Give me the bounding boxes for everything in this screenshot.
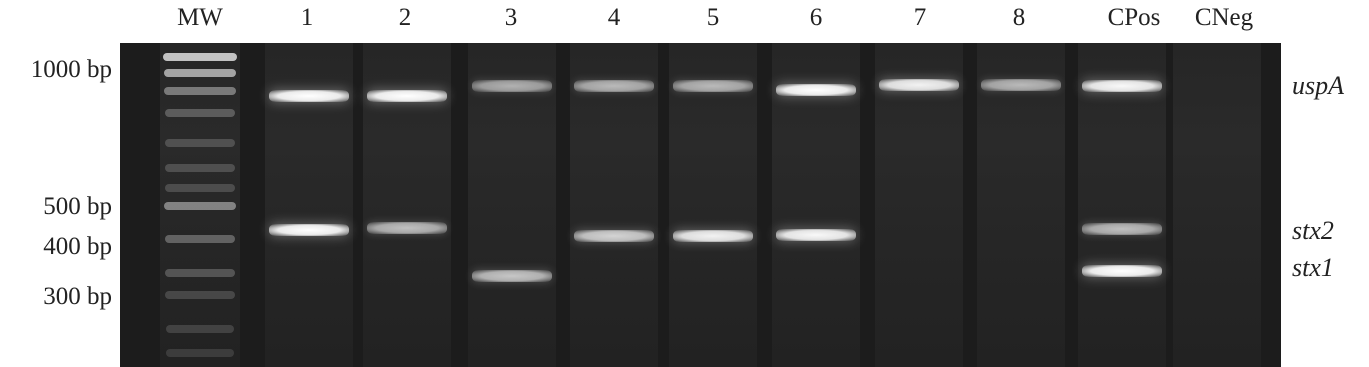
ladder-band bbox=[165, 235, 235, 243]
ladder-band bbox=[165, 109, 235, 117]
size-marker-500bp: 500 bp bbox=[43, 193, 112, 220]
band-uspa-lane-8 bbox=[981, 79, 1061, 91]
ladder-band bbox=[164, 202, 236, 210]
gene-label-uspa: uspA bbox=[1292, 71, 1344, 100]
ladder-band bbox=[163, 53, 237, 61]
ladder-band bbox=[166, 349, 234, 357]
band-stx1-lane-cpos bbox=[1082, 265, 1162, 277]
gel-image bbox=[120, 43, 1281, 367]
band-uspa-lane-3 bbox=[472, 80, 552, 92]
size-marker-1000bp: 1000 bp bbox=[30, 56, 112, 83]
band-stx2-lane-2 bbox=[367, 222, 447, 234]
band-uspa-lane-6 bbox=[776, 84, 856, 96]
sample-lane-cneg bbox=[1173, 43, 1261, 367]
ladder-band bbox=[165, 139, 235, 147]
band-stx2-lane-1 bbox=[269, 224, 349, 236]
ladder-band bbox=[164, 87, 236, 95]
gene-label-stx2: stx2 bbox=[1292, 216, 1334, 245]
size-marker-400bp: 400 bp bbox=[43, 233, 112, 260]
lane-label-1: 1 bbox=[300, 4, 314, 31]
band-uspa-lane-7 bbox=[879, 79, 959, 91]
lane-label-6: 6 bbox=[809, 4, 823, 31]
band-uspa-lane-cpos bbox=[1082, 80, 1162, 92]
lane-label-cneg: CNeg bbox=[1194, 4, 1254, 31]
band-uspa-lane-1 bbox=[269, 90, 349, 102]
lane-label-cpos: CPos bbox=[1107, 4, 1161, 31]
ladder-band bbox=[165, 269, 235, 277]
size-marker-300bp: 300 bp bbox=[43, 283, 112, 310]
lane-label-8: 8 bbox=[1012, 4, 1026, 31]
band-uspa-lane-5 bbox=[673, 80, 753, 92]
ladder-band bbox=[166, 325, 234, 333]
band-stx2-lane-4 bbox=[574, 230, 654, 242]
lane-label-5: 5 bbox=[706, 4, 720, 31]
band-stx2-lane-5 bbox=[673, 230, 753, 242]
gene-label-stx1: stx1 bbox=[1292, 253, 1334, 282]
ladder-band bbox=[165, 184, 235, 192]
lane-label-4: 4 bbox=[607, 4, 621, 31]
sample-lane-7 bbox=[875, 43, 963, 367]
band-uspa-lane-4 bbox=[574, 80, 654, 92]
lane-label-mw: MW bbox=[177, 4, 223, 31]
ladder-band bbox=[165, 291, 235, 299]
sample-lane-8 bbox=[977, 43, 1065, 367]
ladder-band bbox=[164, 69, 236, 77]
ladder-lane bbox=[160, 43, 240, 367]
band-stx2-lane-cpos bbox=[1082, 223, 1162, 235]
lane-label-2: 2 bbox=[398, 4, 412, 31]
band-stx1-lane-3 bbox=[472, 270, 552, 282]
band-uspa-lane-2 bbox=[367, 90, 447, 102]
lane-label-3: 3 bbox=[504, 4, 518, 31]
lane-label-7: 7 bbox=[913, 4, 927, 31]
ladder-band bbox=[165, 164, 235, 172]
band-stx2-lane-6 bbox=[776, 229, 856, 241]
